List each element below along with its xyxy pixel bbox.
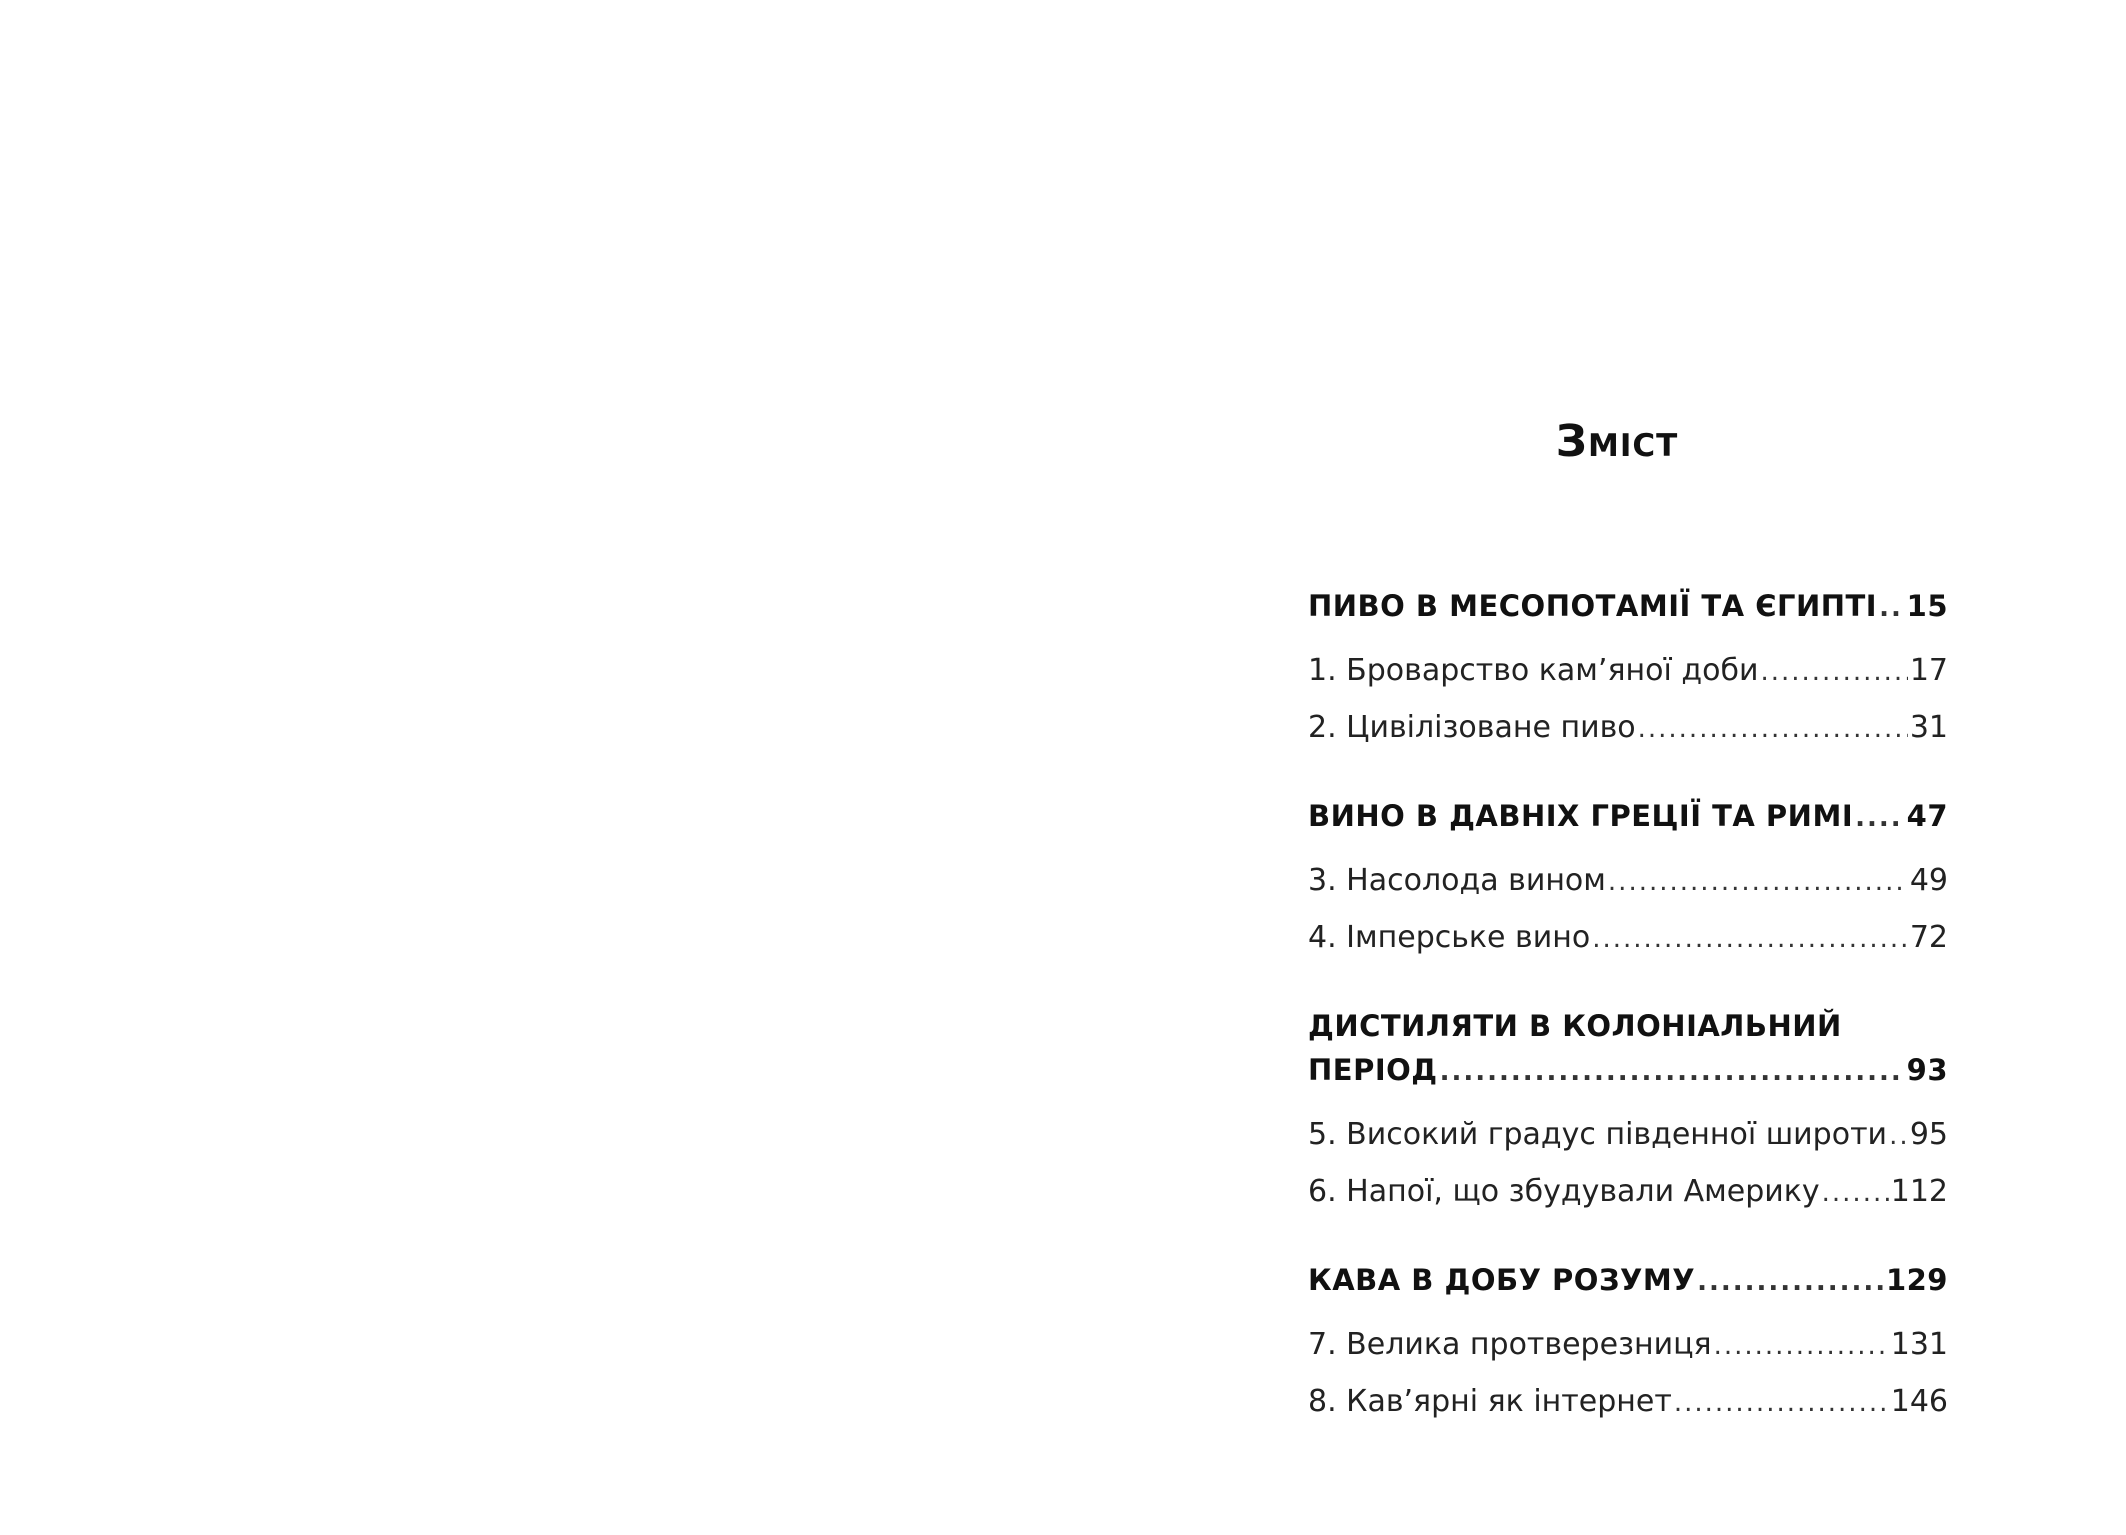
toc-page-number: 95: [1909, 1117, 1948, 1152]
toc-chapter-entry[interactable]: [1308, 1325, 1948, 1366]
toc-part-entry[interactable]: [1308, 1260, 1948, 1302]
toc-chapter-label: 4. Імперське вино: [1308, 920, 1591, 955]
toc-title: Зміст: [1555, 416, 1679, 467]
toc-chapter-entry[interactable]: [1308, 708, 1948, 749]
toc-chapter-entry[interactable]: [1308, 918, 1948, 959]
toc-chapter-label: 1. Броварство кам’яної доби: [1308, 653, 1759, 688]
toc-page-number: 49: [1909, 863, 1948, 898]
toc-page-number: 72: [1909, 920, 1948, 955]
toc-chapter-entry[interactable]: [1308, 1172, 1948, 1213]
toc-page-number: 131: [1890, 1327, 1948, 1362]
toc-chapter-entry[interactable]: [1308, 651, 1948, 692]
dot-leader: [1879, 588, 1905, 628]
toc-part-entry[interactable]: [1308, 586, 1948, 628]
toc-page-number: 31: [1909, 710, 1948, 745]
toc-page-number: 129: [1885, 1263, 1948, 1297]
toc-page-number: 15: [1906, 589, 1948, 623]
dot-leader: [1674, 1383, 1889, 1423]
toc-part-label-line2: ПЕРІОД: [1308, 1053, 1438, 1087]
toc-part-label: ПИВО В МЕСОПОТАМІЇ ТА ЄГИПТІ: [1308, 589, 1878, 623]
toc-page-number: 146: [1890, 1384, 1948, 1419]
toc-chapter-entry[interactable]: [1308, 861, 1948, 902]
toc-page-number: 17: [1909, 653, 1948, 688]
dot-leader: [1822, 1173, 1889, 1213]
toc-page-number: 47: [1906, 799, 1948, 833]
toc-chapter-label: 2. Цивілізоване пиво: [1308, 710, 1636, 745]
toc-part-label: КАВА В ДОБУ РОЗУМУ: [1308, 1263, 1696, 1297]
toc-page-number: 93: [1906, 1053, 1948, 1087]
toc-part-entry[interactable]: [1308, 1006, 1948, 1092]
toc-chapter-label: 6. Напої, що збудували Америку: [1308, 1174, 1820, 1209]
toc-part-label-line1: ДИСТИЛЯТИ В КОЛОНІАЛЬНИЙ: [1308, 1009, 1842, 1043]
right-page: [1063, 0, 2126, 1535]
toc-page-number: 112: [1890, 1174, 1948, 1209]
dot-leader: [1638, 709, 1908, 749]
table-of-contents: [1308, 586, 1948, 1423]
toc-part-entry[interactable]: [1308, 796, 1948, 838]
dot-leader: [1440, 1052, 1905, 1092]
toc-chapter-entry[interactable]: [1308, 1382, 1948, 1423]
toc-chapter-label: 5. Високий градус південної широти: [1308, 1117, 1888, 1152]
toc-chapter-label: 7. Велика протверезниця: [1308, 1327, 1712, 1362]
toc-part-entry-line2: [1308, 1050, 1948, 1092]
dot-leader: [1714, 1326, 1889, 1366]
dot-leader: [1760, 652, 1907, 692]
toc-part-label: ВИНО В ДАВНІХ ГРЕЦІЇ ТА РИМІ: [1308, 799, 1854, 833]
dot-leader: [1697, 1262, 1884, 1302]
toc-chapter-label: 3. Насолода вином: [1308, 863, 1606, 898]
dot-leader: [1855, 798, 1905, 838]
dot-leader: [1592, 919, 1908, 959]
toc-chapter-entry[interactable]: [1308, 1115, 1948, 1156]
toc-chapter-label: 8. Кав’ярні як інтернет: [1308, 1384, 1672, 1419]
dot-leader: [1889, 1116, 1908, 1156]
dot-leader: [1608, 862, 1908, 902]
